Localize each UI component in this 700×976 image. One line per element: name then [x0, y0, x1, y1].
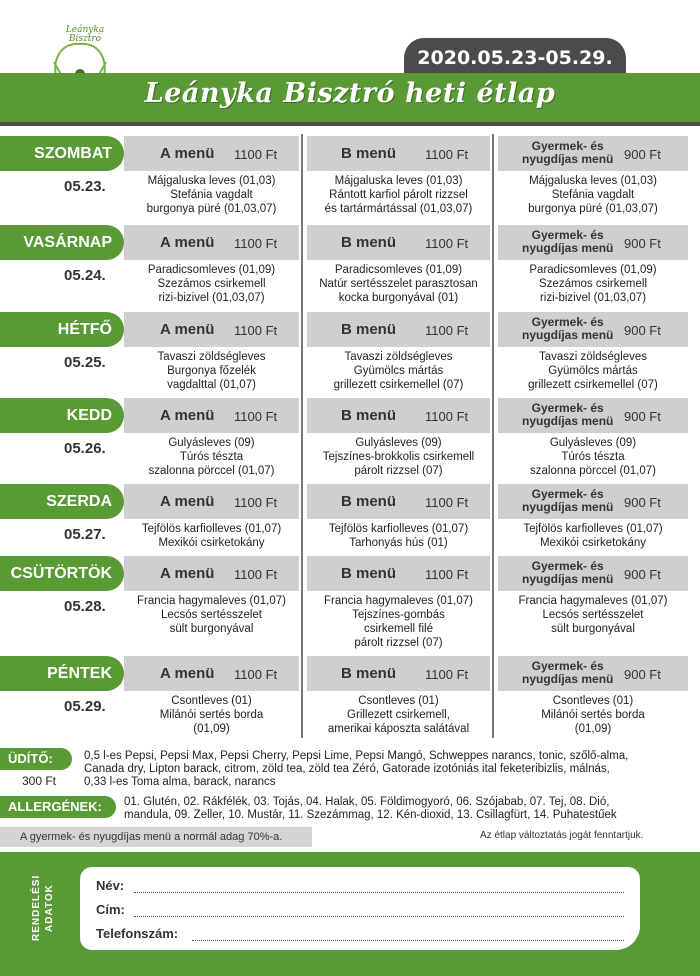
dish-line: Paradicsomleves (01,09) [334, 264, 463, 276]
name-label: Név: [96, 878, 125, 893]
dish-line: (01,09) [193, 723, 230, 735]
menu-b-dishes [307, 522, 490, 550]
menu-a-header [124, 136, 299, 171]
menu-c-name-line2: nyugdíjas menü [522, 672, 614, 686]
menu-a-price: 1100 Ft [234, 147, 278, 162]
menu-c-name [522, 229, 613, 255]
dish-line: Szezámos csirkemell [539, 278, 647, 290]
menu-b-header [307, 556, 490, 591]
menu-c-dishes [498, 694, 688, 736]
column-separator [492, 134, 494, 738]
dish-line: Gulyásleves (09) [355, 437, 442, 449]
menu-b-price: 1100 Ft [425, 409, 469, 424]
dish-line: sült burgonyával [169, 623, 254, 635]
phone-field[interactable] [192, 940, 624, 941]
menu-b-name: B menü [341, 407, 397, 424]
menu-b-price: 1100 Ft [425, 567, 469, 582]
dish-line: csirkemell filé [363, 623, 433, 635]
name-field[interactable] [134, 892, 624, 893]
menu-a-name: A menü [160, 145, 215, 162]
menu-c-name-line1: Gyermek- és [531, 487, 604, 501]
dish-line: Tejszínes-gombás [352, 609, 445, 621]
menu-b-dishes [307, 594, 490, 650]
header-divider [0, 122, 700, 126]
menu-c-dishes [498, 350, 688, 392]
menu-c-name-line2: nyugdíjas menü [522, 572, 614, 586]
menu-c-dishes [498, 594, 688, 636]
dish-line: Túrós tészta [561, 451, 625, 463]
drinks-line: 0,5 l-es Pepsi, Pepsi Max, Pepsi Cherry, Pepsi Lime, Pepsi Mangó, Schweppes narancs, tonic, szőlő-alma, [84, 750, 629, 762]
menu-c-name-line1: Gyermek- és [531, 315, 604, 329]
menu-a-header [124, 484, 299, 519]
menu-a-price: 1100 Ft [234, 667, 278, 682]
menu-c-dishes [498, 174, 688, 216]
menu-a-dishes [124, 350, 299, 392]
menu-b-header [307, 225, 490, 260]
dish-line: Tavaszi zöldségleves [157, 351, 266, 363]
dish-line: Tarhonyás hús (01) [349, 537, 448, 549]
menu-c-name-line2: nyugdíjas menü [522, 328, 614, 342]
dish-line: Tavaszi zöldségleves [344, 351, 453, 363]
day-name: HÉTFŐ [0, 312, 124, 347]
menu-c-name [522, 316, 613, 342]
menu-c-header [498, 225, 688, 260]
dish-line: (01,09) [574, 723, 612, 735]
menu-c-header [498, 656, 688, 691]
day-name: VASÁRNAP [0, 225, 124, 260]
date-range-badge: 2020.05.23-05.29. [404, 38, 626, 78]
menu-b-name: B menü [341, 493, 397, 510]
menu-b-header [307, 398, 490, 433]
order-label-line2: ADATOK [44, 884, 55, 932]
dish-line: Csontleves (01) [171, 695, 252, 707]
drinks-label: ÜDÍTŐ: [0, 748, 72, 770]
menu-b-name: B menü [341, 234, 397, 251]
menu-b-dishes [307, 694, 490, 736]
menu-a-dishes [124, 594, 299, 636]
menu-c-dishes [498, 522, 688, 550]
day-date: 05.26. [64, 440, 106, 457]
dish-line: Mexikói csirketokány [158, 537, 265, 549]
day-date: 05.29. [64, 698, 106, 715]
day-date: 05.27. [64, 526, 106, 543]
menu-b-name: B menü [341, 665, 397, 682]
dish-line: Csontleves (01) [552, 695, 634, 707]
column-separator [301, 134, 303, 738]
portion-note: A gyermek- és nyugdíjas menü a normál adag 70%-a. [0, 827, 312, 847]
dish-line: Tavaszi zöldségleves [538, 351, 648, 363]
dish-line: Lecsós sertésszelet [542, 609, 644, 621]
day-name: PÉNTEK [0, 656, 124, 691]
logo-text-line1: Leányka [65, 25, 105, 35]
menu-c-name-line2: nyugdíjas menü [522, 500, 614, 514]
menu-b-header [307, 136, 490, 171]
dish-line: Paradicsomleves (01,09) [529, 264, 657, 276]
menu-c-price: 900 Ft [624, 667, 661, 682]
menu-b-header [307, 312, 490, 347]
dish-line: grillezett csirkemellel (07) [333, 379, 464, 391]
menu-a-name: A menü [160, 234, 215, 251]
menu-b-name: B menü [341, 145, 397, 162]
dish-line: Szezámos csirkemell [157, 278, 266, 290]
dish-line: Tejfölös karfiolleves (01,07) [328, 523, 469, 535]
menu-a-price: 1100 Ft [234, 236, 278, 251]
menu-c-name [522, 402, 613, 428]
dish-line: Milánói sertés borda [541, 709, 645, 721]
dish-line: Gulyásleves (09) [168, 437, 255, 449]
menu-b-header [307, 484, 490, 519]
dish-line: Májgaluska leves (01,03) [334, 175, 463, 187]
menu-a-price: 1100 Ft [234, 495, 278, 510]
dish-line: Tejszínes-brokkolis csirkemell [322, 451, 475, 463]
dish-line: Túrós tészta [179, 451, 244, 463]
allergens-list [124, 796, 696, 822]
dish-line: Burgonya főzelék [167, 365, 256, 377]
menu-c-name-line2: nyugdíjas menü [522, 241, 614, 255]
dish-line: párolt rizzsel (07) [354, 465, 443, 477]
dish-line: Csontleves (01) [358, 695, 439, 707]
menu-c-name-line2: nyugdíjas menü [522, 414, 614, 428]
dish-line: Gyümölcs mártás [353, 365, 444, 377]
menu-c-name [522, 560, 613, 586]
menu-a-dishes [124, 263, 299, 305]
menu-c-name [522, 140, 613, 166]
day-name: SZERDA [0, 484, 124, 519]
address-field[interactable] [134, 916, 624, 917]
dish-line: burgonya püré (01,03,07) [146, 203, 277, 215]
logo-text-line2: Bisztró [68, 34, 102, 44]
allergens-line: 01. Glutén, 02. Rákfélék, 03. Tojás, 04. Halak, 05. Földimogyoró, 06. Szójabab, 07. Tej, 08. Dió, [124, 796, 610, 808]
menu-b-price: 1100 Ft [425, 236, 469, 251]
menu-c-name-line1: Gyermek- és [531, 401, 604, 415]
dish-line: amerikai káposzta salátával [327, 723, 470, 735]
menu-a-header [124, 225, 299, 260]
dish-line: Milánói sertés borda [159, 709, 264, 721]
menu-b-name: B menü [341, 321, 397, 338]
day-name: CSÜTÖRTÖK [0, 556, 124, 591]
menu-b-header [307, 656, 490, 691]
day-date: 05.28. [64, 598, 106, 615]
dish-line: rizi-bizivel (01,03,07) [539, 292, 647, 304]
dish-line: Grillezett csirkemell, [347, 709, 450, 721]
menu-c-dishes [498, 436, 688, 478]
page-title: Leányka Bisztró heti étlap [144, 78, 556, 109]
day-date: 05.24. [64, 267, 106, 284]
dish-line: Rántott karfiol párolt rizzsel [329, 189, 468, 201]
day-name: KEDD [0, 398, 124, 433]
menu-c-name-line2: nyugdíjas menü [522, 152, 614, 166]
dish-line: Lecsós sertésszelet [161, 609, 262, 621]
day-name: SZOMBAT [0, 136, 124, 171]
order-section-label [30, 868, 70, 948]
menu-a-dishes [124, 694, 299, 736]
dish-line: Paradicsomleves (01,09) [147, 264, 276, 276]
dish-line: szalonna pörccel (01,07) [530, 465, 656, 477]
menu-a-price: 1100 Ft [234, 567, 278, 582]
dish-line: vagdalttal (01,07) [167, 379, 256, 391]
menu-c-price: 900 Ft [624, 236, 661, 251]
menu-c-name [522, 488, 613, 514]
dish-line: grillezett csirkemellel (07) [528, 379, 658, 391]
dish-line: sült burgonyával [551, 623, 635, 635]
menu-b-price: 1100 Ft [425, 667, 469, 682]
menu-a-header [124, 398, 299, 433]
address-label: Cím: [96, 902, 125, 917]
dish-line: Tejfölös karfiolleves (01,07) [141, 523, 282, 535]
dish-line: Natúr sertésszelet parasztosan [319, 278, 478, 290]
order-label-line1: RENDELÉSI [31, 874, 42, 942]
dish-line: rizi-bizivel (01,03,07) [158, 292, 265, 304]
menu-c-price: 900 Ft [624, 495, 661, 510]
menu-c-name-line1: Gyermek- és [531, 559, 604, 573]
menu-a-name: A menü [160, 407, 215, 424]
phone-label: Telefonszám: [96, 926, 179, 941]
drinks-line: 0,33 l-es Toma alma, barack, narancs [84, 776, 276, 788]
dish-line: burgonya püré (01,03,07) [528, 203, 658, 215]
menu-b-price: 1100 Ft [425, 147, 469, 162]
disclaimer: Az étlap változtatás jogát fenntartjuk. [480, 830, 644, 841]
menu-c-header [498, 312, 688, 347]
menu-c-price: 900 Ft [624, 567, 661, 582]
menu-a-name: A menü [160, 321, 215, 338]
dish-line: párolt rizzsel (07) [354, 637, 443, 649]
menu-a-name: A menü [160, 565, 215, 582]
menu-a-price: 1100 Ft [234, 409, 278, 424]
menu-c-price: 900 Ft [624, 409, 661, 424]
allergens-label: ALLERGÉNEK: [0, 796, 116, 818]
dish-line: Gulyásleves (09) [549, 437, 637, 449]
menu-c-price: 900 Ft [624, 147, 661, 162]
dish-line: Mexikói csirketokány [539, 537, 647, 549]
day-date: 05.25. [64, 354, 106, 371]
dish-line: Francia hagymaleves (01,07) [137, 595, 286, 607]
dish-line: Gyümölcs mártás [548, 365, 638, 377]
menu-a-price: 1100 Ft [234, 323, 278, 338]
menu-b-dishes [307, 350, 490, 392]
dish-line: és tartármártással (01,03,07) [324, 203, 473, 215]
menu-c-header [498, 136, 688, 171]
menu-c-header [498, 398, 688, 433]
menu-c-name-line1: Gyermek- és [531, 228, 604, 242]
menu-a-name: A menü [160, 665, 215, 682]
menu-b-price: 1100 Ft [425, 495, 469, 510]
dish-line: Francia hagymaleves (01,07) [324, 595, 473, 607]
menu-c-header [498, 484, 688, 519]
menu-a-dishes [124, 436, 299, 478]
dish-line: Májgaluska leves (01,03) [529, 175, 657, 187]
menu-b-dishes [307, 263, 490, 305]
day-date: 05.23. [64, 178, 106, 195]
menu-b-name: B menü [341, 565, 397, 582]
menu-a-name: A menü [160, 493, 215, 510]
menu-a-header [124, 312, 299, 347]
allergens-line: mandula, 09. Zeller, 10. Mustár, 11. Szezámmag, 12. Kén-dioxid, 13. Csillagfürt, 14. Puhatestűek [124, 809, 617, 821]
menu-c-name [522, 660, 613, 686]
dish-line: Stefánia vagdalt [170, 189, 253, 201]
menu-c-price: 900 Ft [624, 323, 661, 338]
drinks-line: Canada dry, Lipton barack, citrom, zöld tea, zöld tea Zéró, Gatorade izotóniás ital feketeribizlis, málnás, [84, 763, 610, 775]
dish-line: Májgaluska leves (01,03) [147, 175, 276, 187]
menu-c-name-line1: Gyermek- és [531, 139, 604, 153]
menu-a-dishes [124, 174, 299, 216]
dish-line: kocka burgonyával (01) [338, 292, 459, 304]
menu-b-dishes [307, 174, 490, 216]
dish-line: Tejfölös karfiolleves (01,07) [523, 523, 663, 535]
menu-b-dishes [307, 436, 490, 478]
menu-a-dishes [124, 522, 299, 550]
dish-line: Francia hagymaleves (01,07) [518, 595, 668, 607]
dish-line: Stefánia vagdalt [551, 189, 635, 201]
dish-line: szalonna pörccel (01,07) [148, 465, 275, 477]
menu-c-name-line1: Gyermek- és [531, 659, 604, 673]
menu-a-header [124, 656, 299, 691]
menu-b-price: 1100 Ft [425, 323, 469, 338]
drinks-price: 300 Ft [22, 774, 57, 788]
menu-a-header [124, 556, 299, 591]
logo-text [50, 26, 120, 44]
menu-c-dishes [498, 263, 688, 305]
drinks-list [84, 750, 696, 789]
menu-c-header [498, 556, 688, 591]
